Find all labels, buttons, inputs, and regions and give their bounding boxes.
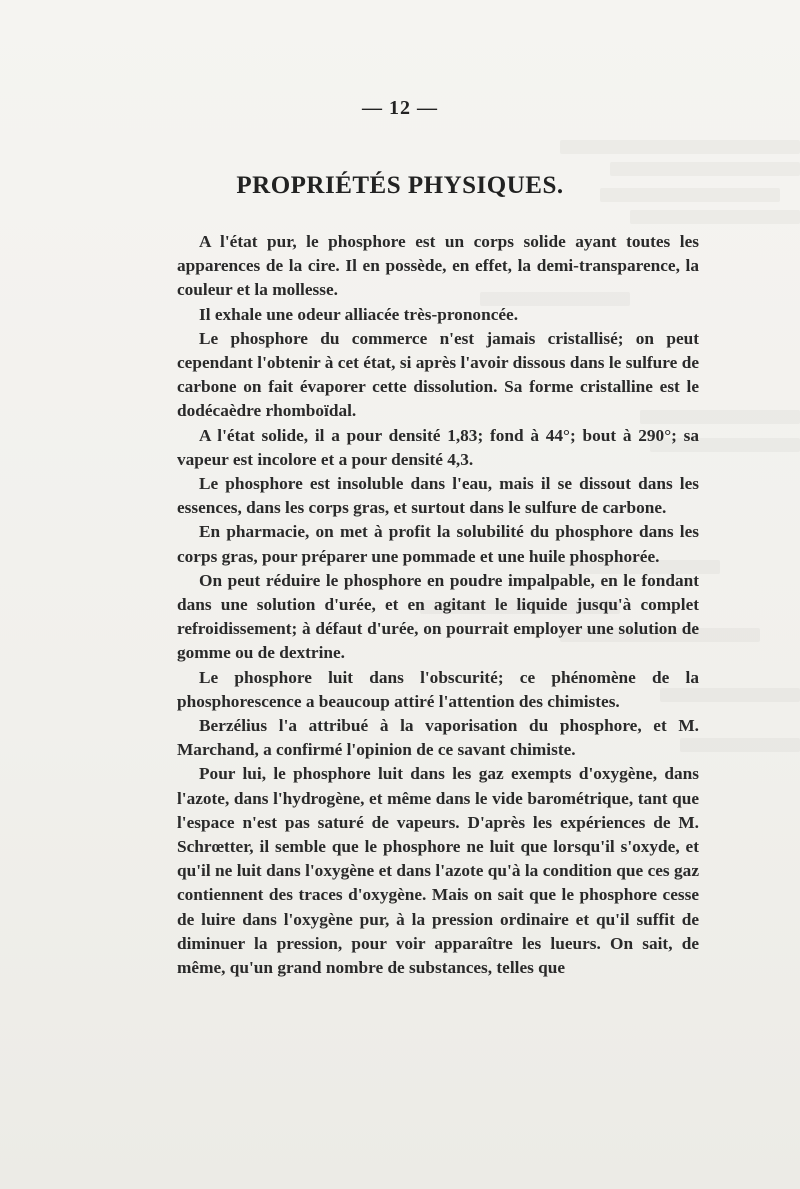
section-title: PROPRIÉTÉS PHYSIQUES. [236,172,564,199]
paragraph: En pharmacie, on met à profit la solubilité du phosphore dans les corps gras, pour préparer une pommade et une huile phosphorée. [177,522,699,566]
paragraph: A l'état pur, le phosphore est un corps solide ayant toutes les apparences de la cire. Il en possède, en effet, la demi-transparence, la couleur et la mollesse. [177,232,699,300]
paragraph: Berzélius l'a attribué à la vaporisation du phosphore, et M. Marchand, a confirmé l'opinion de ce savant chimiste. [177,716,699,760]
paragraph: A l'état solide, il a pour densité 1,83; fond à 44°; bout à 290°; sa vapeur est incolore et a pour densité 4,3. [177,425,699,469]
paragraph: On peut réduire le phosphore en poudre impalpable, en le fondant dans une solution d'urée, et en agitant le liquide jusqu'à complet refroidissement; à défaut d'urée, on pourrait employer une solution de gomme ou de dextrine. [177,570,699,663]
page-number: — 12 — [362,97,438,119]
paragraph: Le phosphore luit dans l'obscurité; ce phénomène de la phosphorescence a beaucoup attiré l'attention des chimistes. [177,667,699,711]
paragraph: Pour lui, le phosphore luit dans les gaz exempts d'oxygène, dans l'azote, dans l'hydrogène, et même dans le vide barométrique, tant que l'espace n'est pas saturé de vapeurs. D'après les expériences de M. Schrœtter, il semble que le phosphore ne luit que lorsqu'il s'oxyde, et qu'il ne luit dans l'oxygène et dans l'azote qu'à la condition que ces gaz contiennent des traces d'oxygène. Mais on sait que le phosphore cesse de luire dans l'oxygène pur, à la pression ordinaire et qu'il suffit de diminuer la pression, pour voir apparaître les lueurs. On sait, de même, qu'un grand nombre de substances, telles que [177,764,699,978]
body-text [177,230,699,980]
paragraph: Le phosphore est insoluble dans l'eau, mais il se dissout dans les essences, dans les corps gras, et surtout dans le sulfure de carbone. [177,474,699,518]
paragraph: Il exhale une odeur alliacée très-prononcée. [199,304,519,324]
paragraph: Le phosphore du commerce n'est jamais cristallisé; on peut cependant l'obtenir à cet état, si après l'avoir dissous dans le sulfure de carbone on fait évaporer cette dissolution. Sa forme cristalline est le dodécaèdre rhomboïdal. [177,328,699,421]
